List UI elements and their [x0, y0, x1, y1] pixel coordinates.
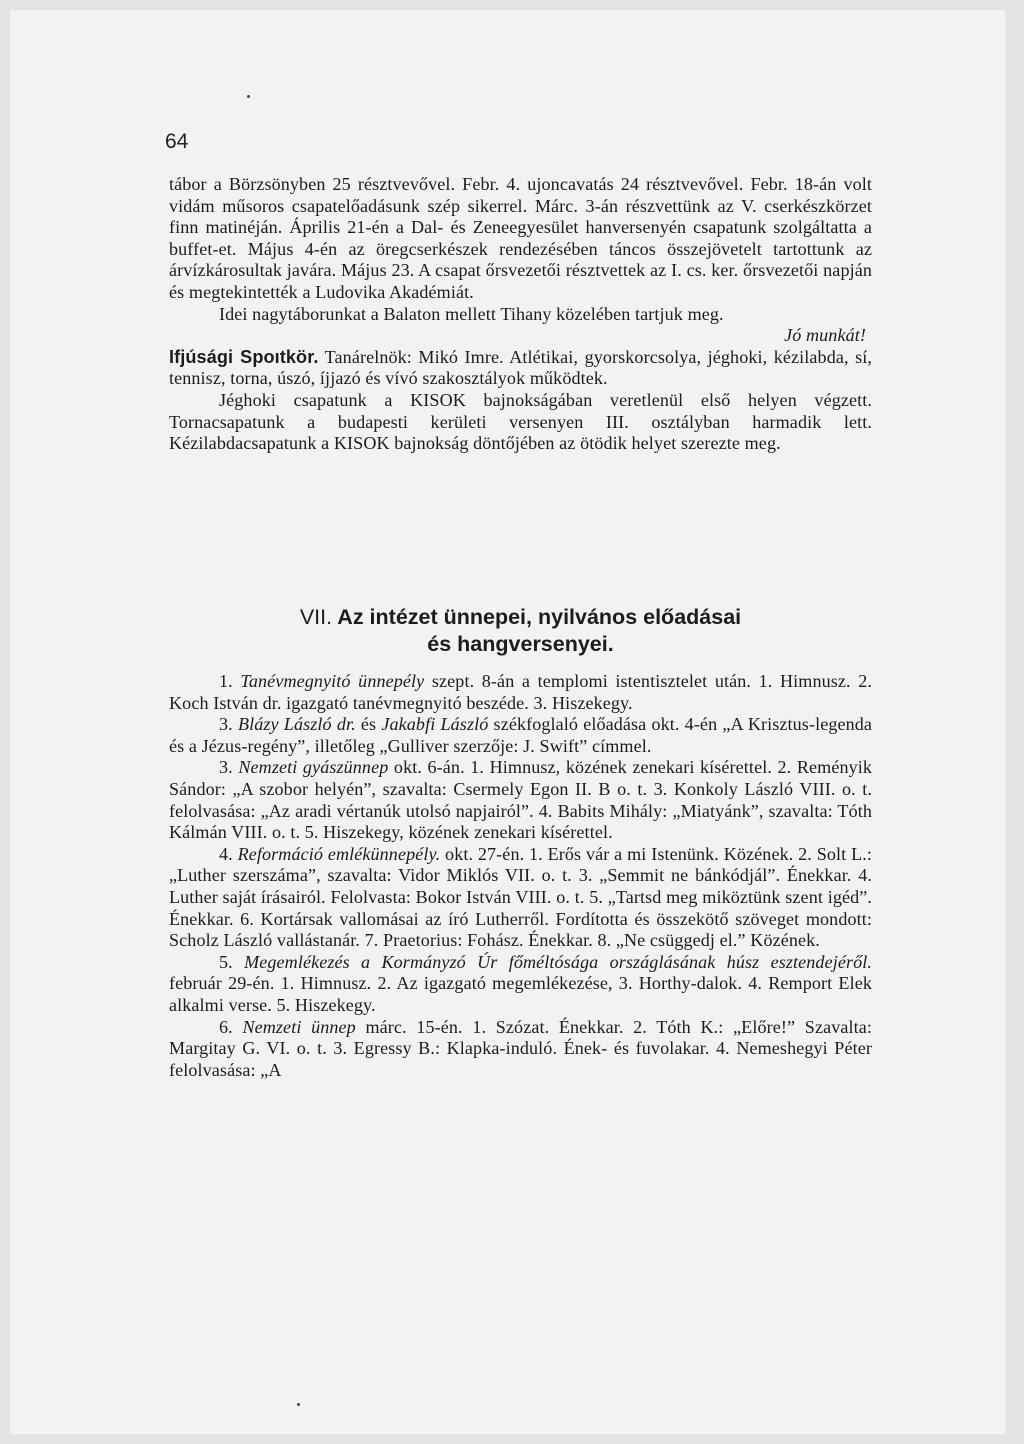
event-item: 6. Nemzeti ünnep márc. 15-én. 1. Szózat. Énekkar. 2. Tóth K.: „Előre!” Szavalta: Margitay G. VI. o. t. 3. Egressy B.: Klapka-induló. Ének- és fuvolakar. 4. Nemeshegyi Péter felolvasása: „A: [169, 1016, 873, 1080]
event-title: Megemlékezés a Kormányzó Úr főméltósága országlásának húsz esztendejéről.: [244, 951, 872, 972]
chapter-number: VII.: [299, 605, 333, 629]
event-item: 5. Megemlékezés a Kormányzó Úr főméltósága országlásának húsz esztendejéről. február 29-én. 1. Himnusz. 2. Az igazgató megemlékezése, 3. Horthy-dalok. 4. Remport Elek alkalmi verse. 5. Hiszekegy.: [169, 951, 872, 1015]
scout-report-section: [169, 174, 872, 455]
events-list: [169, 671, 872, 1081]
scanned-page: [10, 10, 1005, 1434]
event-item: 3. Blázy László dr. és Jakabfi László székfoglaló előadása okt. 4-én „A Krisztus-legenda és a Jézus-regény”, illetőleg „Gulliver szerzője: J. Swift” címmel.: [169, 714, 873, 756]
event-item: 4. Reformáció emlékünnepély. okt. 27-én. 1. Erős vár a mi Istenünk. Közének. 2. Solt L.: „Luther szerszáma”, szavalta: Vidor Miklós VII. o. t. 3. „Semmit ne bánkódjál”. Énekkar. 4. Luther saját írásairól. Felolvasta: Bokor István VIII. o. t. 5. „Tartsd meg miköztünk szent igéd”. Énekkar. 6. Kortársak vallomásai az író Lutherről. Fordította és összekötő szöveget mondott: Scholz László vallástanár. 7. Praetorius: Fohász. Énekkar. 8. „Ne csüggedj el.” Közének.: [169, 843, 873, 951]
sports-club-title: Ifjúsági Spoıtkör.: [169, 346, 319, 367]
event-title: Jakabfi László: [381, 714, 489, 735]
page-number: 64: [165, 130, 189, 153]
event-title: Nemzeti ünnep: [242, 1016, 356, 1037]
signoff-line: [169, 325, 872, 347]
event-title: Nemzeti gyászünnep: [238, 757, 389, 778]
paragraph-scout-events: tábor a Börzsönyben 25 résztvevővel. Febr. 4. ujoncavatás 24 résztvevővel. Febr. 18-án volt vidám műsoros csapatelőadásunk szép sikerrel. Márc. 3-án részvettünk az V. cserkészkörzet finn matinéján. Április 21-én a Dal- és Zeneegyesület hanversenyén csapatunk szolgáltatta a buffet-et. Május 4-én az öregcserkészek rendezésében táncos összejövetelt tartottunk az árvízkárosultak javára. Május 23. A csapat őrsvezetői résztvettek az I. cs. ker. őrsvezetői napján és megtekintették a Ludovika Akadémiát.: [169, 174, 872, 302]
paragraph-sports-club: [169, 347, 872, 390]
paragraph-sports-results: Jéghoki csapatunk a KISOK bajnokságában veretlenül első helyen végzett. Tornacsapatunk a budapesti kerületi versenyen III. osztályban harmadik lett. Kézilabdacsapatunk a KISOK bajnokság döntőjében az ötödik helyet szerezte meg.: [169, 389, 872, 454]
summer-camp-text: Idei nagytáborunkat a Balaton mellett Tihany közelében tartjuk meg.: [219, 303, 724, 324]
sports-club-text: Tanárelnök: Mikó Imre. Atlétikai, gyorskorcsolya, jéghoki, kézilabda, sí, tennisz, torna, úszó, íjjazó és vívó szakosztályok működtek.: [169, 346, 873, 389]
event-title: Reformáció emlékünnepély.: [237, 843, 441, 864]
chapter-heading: [169, 604, 872, 658]
chapter-title-line2: és hangversenyei.: [427, 632, 614, 656]
chapter-title-line1: Az intézet ünnepei, nyilvános előadásai: [337, 605, 742, 629]
paragraph-summer-camp: [169, 304, 872, 326]
event-item: 1. Tanévmegnyitó ünnepély szept. 8-án a templomi istentisztelet után. 1. Himnusz. 2. Koch István dr. igazgató tanévmegnyitó beszéde. 3. Hiszekegy.: [169, 671, 873, 713]
event-title: Blázy László dr.: [237, 714, 356, 735]
event-title: Tanévmegnyitó ünnepély: [240, 671, 425, 691]
signoff-motto: Jó munkát!: [784, 325, 866, 346]
event-item: 3. Nemzeti gyászünnep okt. 6-án. 1. Himnusz, közének zenekari kísérettel. 2. Reményik Sándor: „A szobor helyén”, szavalta: Csermely Egon II. B o. t. 3. Konkoly László VIII. o. t. felolvasása: „Az aradi vértanúk utolsó napjairól”. 4. Babits Mihály: „Miatyánk”, szavalta: Tóth Kálmán VIII. o. t. 5. Hiszekegy, közének zenekari kísérettel.: [169, 757, 873, 843]
scan-speck: [247, 95, 250, 98]
scan-speck: [297, 1403, 300, 1406]
